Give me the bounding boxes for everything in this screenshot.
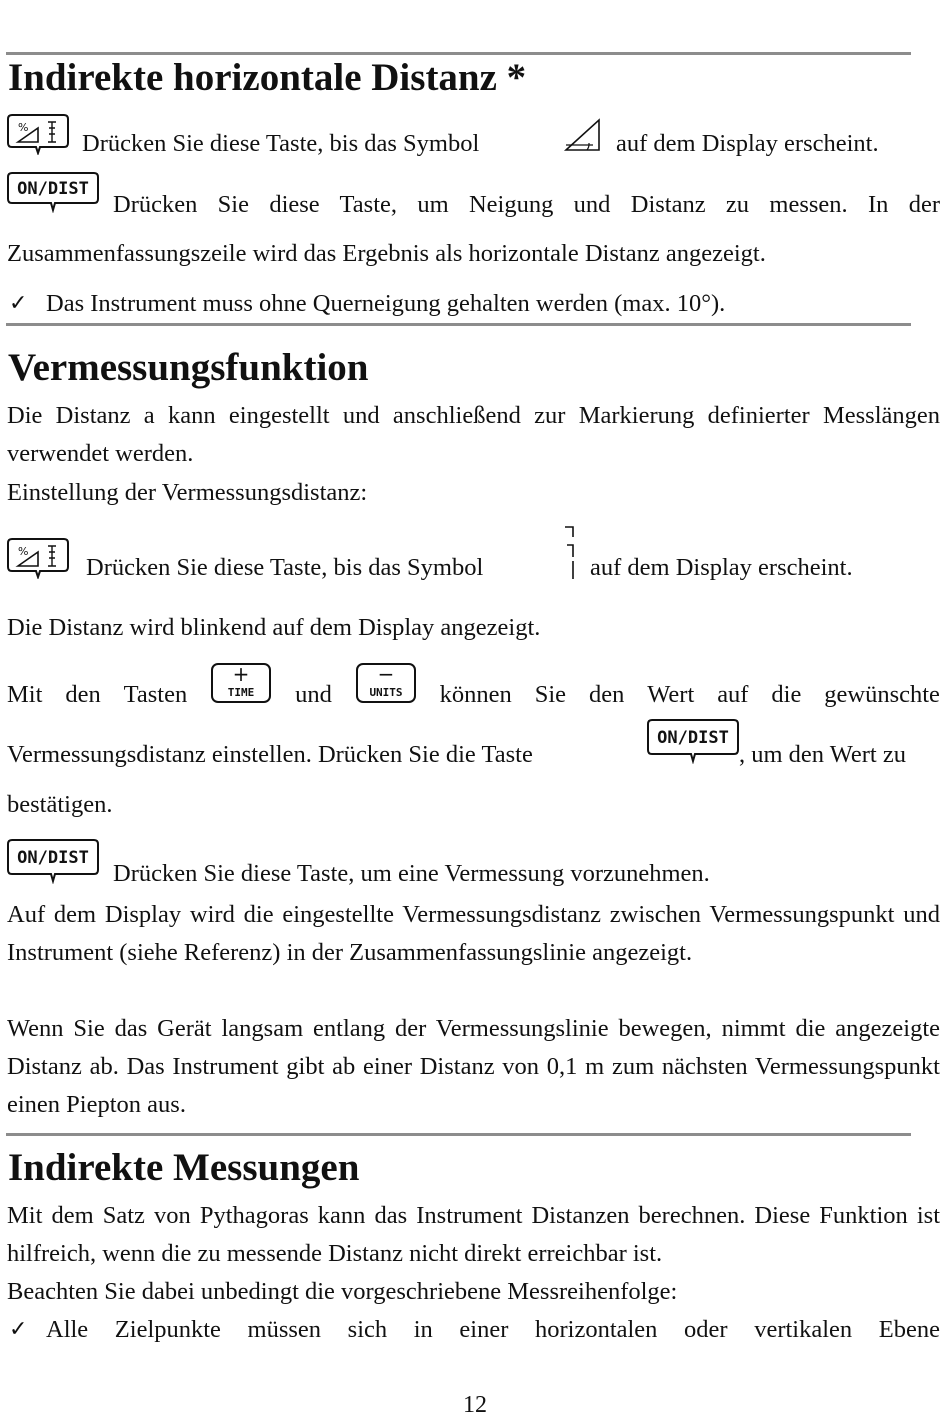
function-key-icon bbox=[6, 113, 70, 155]
svg-text:UNITS: UNITS bbox=[369, 686, 403, 699]
word: oder bbox=[684, 1316, 728, 1343]
paragraph-text: Beachten Sie dabei unbedingt die vorgeschriebene Messreihenfolge: bbox=[7, 1278, 678, 1305]
word: müssen bbox=[247, 1316, 322, 1343]
word: Wert bbox=[647, 681, 695, 708]
word: sich bbox=[347, 1316, 388, 1343]
horizontal-distance-symbol-icon bbox=[563, 117, 603, 155]
on-dist-key-icon bbox=[6, 171, 100, 213]
function-key-icon bbox=[6, 537, 70, 579]
bullet-line bbox=[46, 1315, 940, 1345]
word: vertikalen bbox=[754, 1316, 853, 1343]
section-title-stakeout: Vermessungsfunktion bbox=[8, 346, 369, 389]
word: Zielpunkte bbox=[114, 1316, 221, 1343]
instruction-text: Drücken Sie diese Taste, um Neigung und Distanz zu messen. In der bbox=[113, 191, 940, 218]
svg-text:+: + bbox=[232, 662, 250, 686]
word: gewünschte bbox=[824, 681, 940, 708]
instruction-text: bestätigen. bbox=[7, 791, 113, 818]
svg-text:ON/DIST: ON/DIST bbox=[657, 728, 729, 748]
word: können bbox=[439, 681, 512, 708]
word: Mit bbox=[7, 681, 43, 708]
page-number: 12 bbox=[463, 1392, 487, 1418]
stakeout-symbol-icon bbox=[562, 523, 578, 581]
paragraph-text: Die Distanz wird blinkend auf dem Display angezeigt. bbox=[7, 614, 541, 641]
svg-text:TIME: TIME bbox=[227, 686, 255, 699]
paragraph-text: Mit dem Satz von Pythagoras kann das Instrument Distanzen berechnen. Diese Funktion ist hilfreich, wenn die zu messende Distanz nicht direkt erreichbar ist. bbox=[7, 1202, 940, 1267]
plus-time-key-icon bbox=[210, 662, 272, 706]
svg-text:%: % bbox=[18, 545, 29, 558]
instruction-text: Drücken Sie diese Taste, um eine Vermessung vorzunehmen. bbox=[113, 860, 710, 887]
paragraph-text: Auf dem Display wird die eingestellte Vermessungsdistanz zwischen Vermessungspunkt und Instrument (siehe Referenz) in der Zusammenfassungslinie angezeigt. bbox=[7, 901, 940, 966]
section-title-indirect: Indirekte Messungen bbox=[8, 1146, 360, 1189]
on-dist-key-icon bbox=[6, 838, 100, 884]
keys-instruction-line bbox=[7, 662, 940, 710]
note-text: Das Instrument muss ohne Querneigung gehalten werden (max. 10°). bbox=[46, 290, 726, 317]
instruction-text: , um den Wert zu bbox=[739, 741, 906, 768]
instruction-text: Vermessungsdistanz einstellen. Drücken Sie die Taste bbox=[7, 741, 533, 768]
instruction-text: Drücken Sie diese Taste, bis das Symbol bbox=[86, 554, 484, 581]
subheading-text: Einstellung der Vermessungsdistanz: bbox=[7, 479, 368, 506]
checkmark-icon: ✓ bbox=[9, 291, 28, 316]
word: und bbox=[295, 681, 332, 708]
word: horizontalen bbox=[534, 1316, 658, 1343]
word: den bbox=[588, 681, 625, 708]
instruction-text: auf dem Display erscheint. bbox=[590, 554, 853, 581]
paragraph-text: Die Distanz a kann eingestellt und anschließend zur Markierung definierter Messlängen verwendet werden. bbox=[7, 402, 940, 467]
instruction-line bbox=[113, 190, 940, 220]
checkmark-icon: ✓ bbox=[9, 1317, 28, 1342]
word: in bbox=[413, 1316, 433, 1343]
svg-text:%: % bbox=[18, 121, 29, 134]
word: den bbox=[65, 681, 101, 708]
word: Ebene bbox=[878, 1316, 940, 1343]
instruction-text: Zusammenfassungszeile wird das Ergebnis als horizontale Distanz angezeigt. bbox=[7, 240, 766, 267]
word: einer bbox=[459, 1316, 509, 1343]
word: auf bbox=[717, 681, 749, 708]
minus-units-key-icon bbox=[355, 662, 417, 706]
svg-text:−: − bbox=[377, 662, 395, 686]
instruction-text: Drücken Sie diese Taste, bis das Symbol bbox=[82, 130, 480, 157]
instruction-text: auf dem Display erscheint. bbox=[616, 130, 879, 157]
word: Tasten bbox=[123, 681, 188, 708]
svg-text:ON/DIST: ON/DIST bbox=[17, 179, 89, 199]
section-divider bbox=[6, 1133, 911, 1136]
paragraph-text: Wenn Sie das Gerät langsam entlang der Vermessungslinie bewegen, nimmt die angezeigte Distanz ab. Das Instrument gibt ab einer Distanz von 0,1 m zum nächsten Vermessungspunkt einen Piepton aus. bbox=[7, 1015, 940, 1118]
on-dist-key-icon bbox=[646, 718, 740, 764]
section-title-indirect-horizontal: Indirekte horizontale Distanz * bbox=[8, 56, 527, 99]
svg-text:ON/DIST: ON/DIST bbox=[17, 848, 89, 868]
word: die bbox=[771, 681, 802, 708]
word: Alle bbox=[46, 1316, 89, 1343]
word: Sie bbox=[534, 681, 567, 708]
section-divider bbox=[6, 323, 911, 326]
